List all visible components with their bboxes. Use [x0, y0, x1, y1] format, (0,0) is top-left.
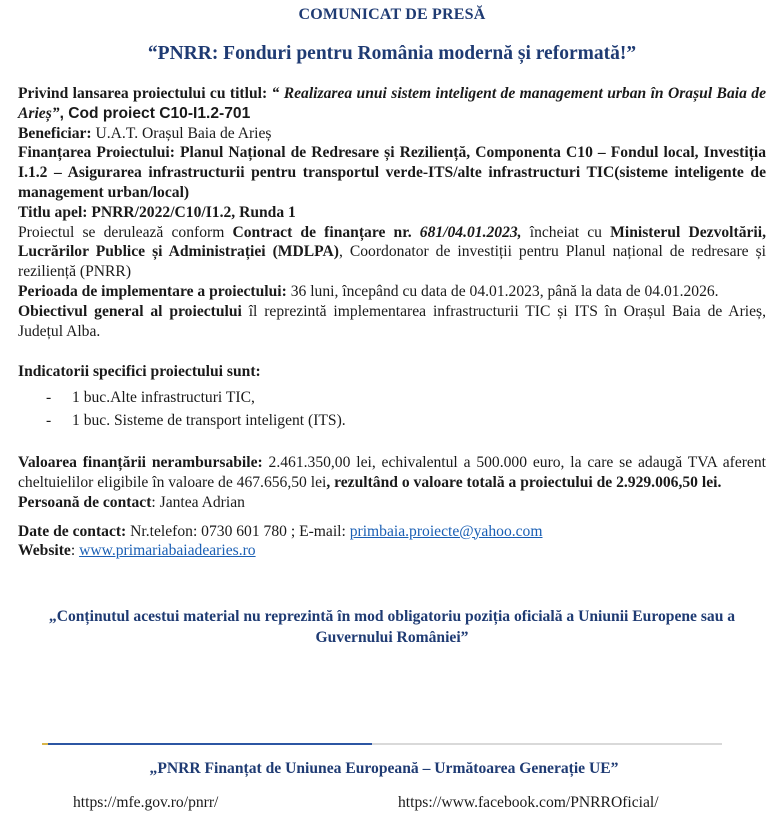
funding-paragraph: Valoarea finanțării nerambursabile: 2.461.350,00 lei, echivalentul a 500.000 euro, la care se adaugă TVA aferent cheltuielilor eligibile în valoare de 467.656,50 lei, rezultând o valoare totală a proiectului de 2.929.006,50 lei. — [18, 454, 766, 491]
call-title: Titlu apel: PNRR/2022/C10/I1.2, Runda 1 — [18, 203, 296, 221]
website-link[interactable]: www.primariabaiadearies.ro — [79, 542, 256, 560]
period-paragraph: Perioada de implementare a proiectului: 36 luni, începând cu data de 04.01.2023, până la data de 04.01.2026. — [18, 282, 719, 300]
disclaimer-text: „Conținutul acestui material nu reprezintă în mod obligatoriu poziția oficială a Uniunii Europene sau a Guvernului României” — [48, 608, 736, 647]
contract-number: 681/04.01.2023, — [419, 223, 522, 241]
website-line: Website: www.primariabaiadearies.ro — [18, 542, 256, 560]
contact-person-line: Persoană de contact: Jantea Adrian — [18, 493, 245, 511]
footer-divider — [42, 743, 722, 745]
footer-link-facebook[interactable]: https://www.facebook.com/PNRROficial/ — [398, 794, 659, 811]
email-link[interactable]: primbaia.proiecte@yahoo.com — [349, 522, 543, 540]
financing-paragraph: Finanțarea Proiectului: Planul Național de Redresare și Reziliență, Componenta C10 – Fondul local, Investiția I.1.2 – Asigurarea infrastructurii pentru transportul verde-ITS/alte infrastructuri TIC(sisteme inteligente de management urban/local) — [18, 144, 766, 201]
indicators-list — [18, 386, 766, 432]
contract-paragraph: Proiectul se derulează conform Contract de finanțare nr. 681/04.01.2023, încheiat cu Ministerul Dezvoltării, Lucrărilor Publice și Administrației (MDLPA), Coordonator de investiții pentru Planul național de redresare și reziliență (PNRR) — [18, 223, 766, 281]
project-code: , Cod proiect C10-I1.2-701 — [59, 104, 251, 122]
release-body — [18, 84, 766, 648]
project-title: “ Realizarea unui sistem inteligent de management urban în Orașul Baia de Arieș” — [18, 85, 766, 122]
project-title-paragraph: Privind lansarea proiectului cu titlul: “ Realizarea unui sistem inteligent de management urban în Orașul Baia de Arieș”, Cod proiect C10-I1.2-701 — [18, 85, 766, 122]
objective-paragraph: Obiectivul general al proiectului îl reprezintă implementarea infrastructurii TIC și ITS în Orașul Baia de Arieș, Județul Alba. — [18, 302, 766, 340]
list-item: - 1 buc. Sisteme de transport inteligent (ITS). — [46, 412, 346, 430]
press-release — [18, 0, 766, 648]
list-item: - 1 buc.Alte infrastructuri TIC, — [46, 389, 255, 407]
contact-details — [18, 522, 766, 562]
beneficiary-line: Beneficiar: U.A.T. Orașul Baia de Arieș — [18, 124, 272, 142]
indicators-heading: Indicatorii specifici proiectului sunt: — [18, 363, 261, 381]
ministry-name: Ministerul Dezvoltării, Lucrărilor Publice și Administrației (MDLPA) — [18, 223, 766, 261]
footer-link-mfe[interactable]: https://mfe.gov.ro/pnrr/ — [73, 794, 219, 811]
slogan-heading: “PNRR: Fonduri pentru România modernă și reformată!” — [147, 43, 637, 64]
funding-total: , rezultând o valoare totală a proiectului de 2.929.006,50 lei. — [326, 473, 722, 491]
press-release-heading: COMUNICAT DE PRESĂ — [298, 6, 486, 23]
contact-line: Date de contact: Nr.telefon: 0730 601 780 ; E-mail: primbaia.proiecte@yahoo.com — [18, 522, 543, 540]
footer-title: „PNRR Finanțat de Uniunea Europeană – Următoarea Generație UE” — [149, 760, 619, 777]
